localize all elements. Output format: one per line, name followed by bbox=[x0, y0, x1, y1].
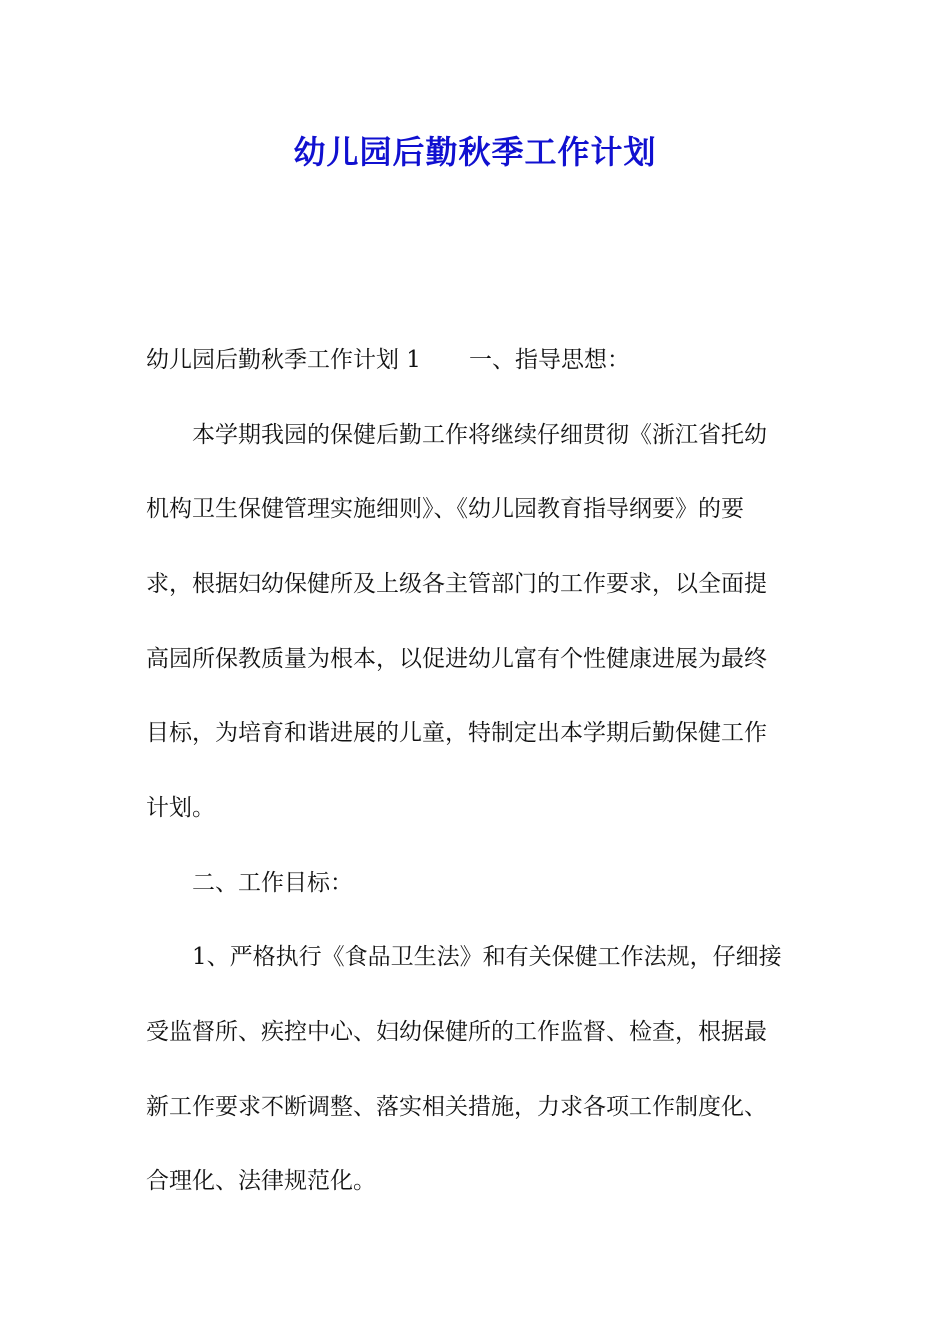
section-one-heading: 一、指导思想： bbox=[468, 347, 630, 373]
section-two-heading: 二、工作目标： bbox=[192, 870, 353, 896]
item-line: 合理化、法律规范化。 bbox=[146, 1168, 376, 1194]
paragraph-line: 本学期我园的保健后勤工作将继续仔细贯彻《浙江省托幼 bbox=[192, 422, 767, 448]
paragraph-line: 目标，为培育和谐进展的儿童，特制定出本学期后勤保健工作 bbox=[146, 720, 767, 746]
paragraph-line: 求，根据妇幼保健所及上级各主管部门的工作要求，以全面提 bbox=[146, 571, 767, 597]
paragraph-line: 高园所保教质量为根本，以促进幼儿富有个性健康进展为最终 bbox=[146, 646, 767, 672]
item-line: 1、严格执行《食品卫生法》和有关保健工作法规，仔细接 bbox=[192, 944, 782, 970]
document-title: 幼儿园后勤秋季工作计划 bbox=[293, 133, 657, 171]
heading-line bbox=[146, 343, 630, 377]
plan-name: 幼儿园后勤秋季工作计划 1 bbox=[146, 347, 421, 373]
paragraph-line: 计划。 bbox=[146, 795, 215, 821]
item-line: 受监督所、疾控中心、妇幼保健所的工作监督、检查，根据最 bbox=[146, 1019, 767, 1045]
item-line: 新工作要求不断调整、落实相关措施，力求各项工作制度化、 bbox=[146, 1094, 767, 1120]
paragraph-line: 机构卫生保健管理实施细则》、《幼儿园教育指导纲要》的要 bbox=[146, 496, 744, 522]
